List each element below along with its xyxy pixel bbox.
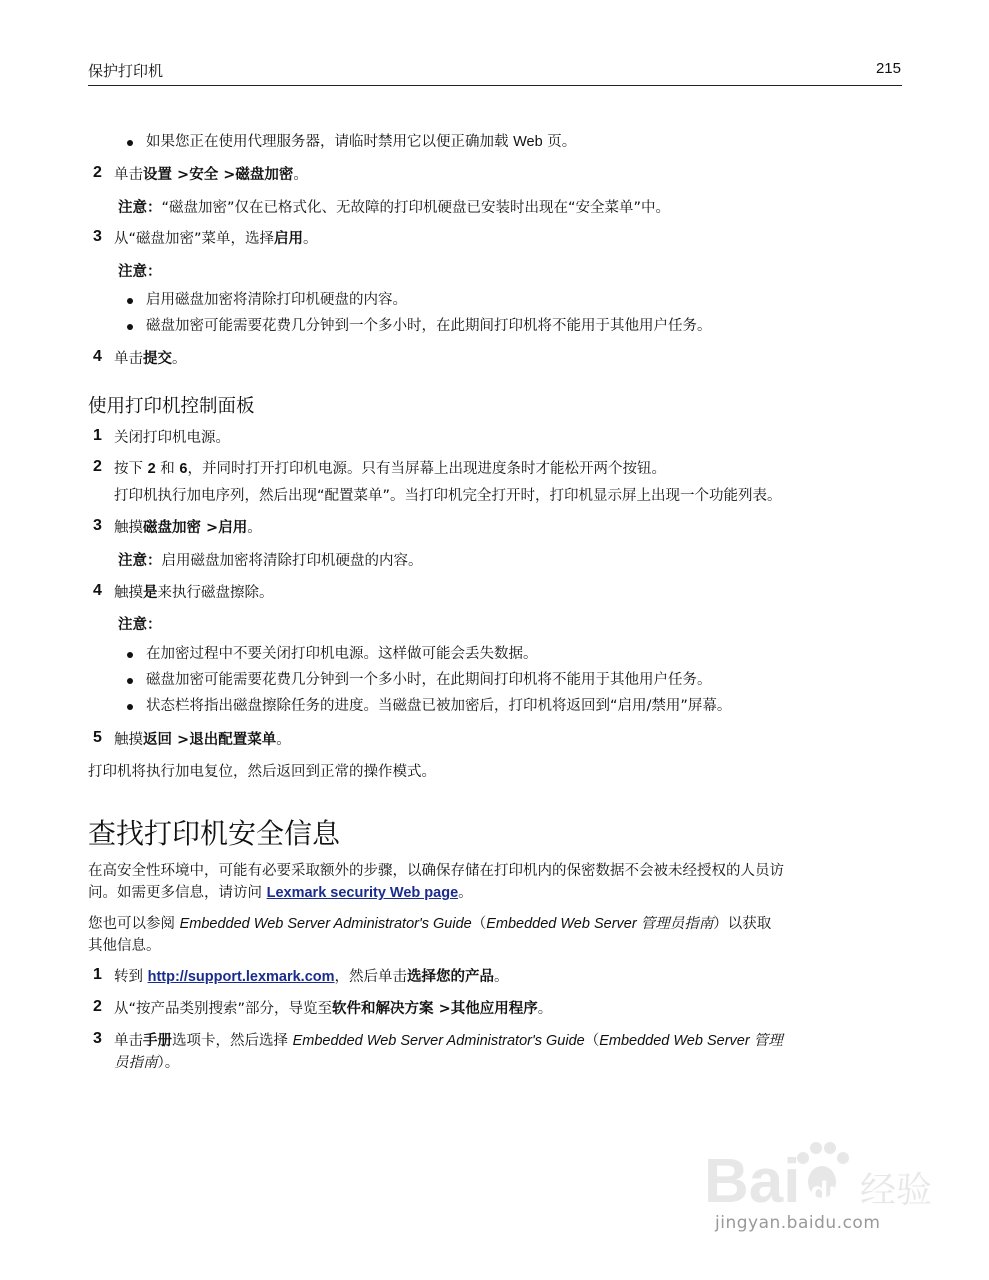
running-header-title: 保护打印机 xyxy=(88,62,164,80)
step-number: 2 xyxy=(93,458,102,475)
paragraph-line: 问。如需更多信息，请访问 Lexmark security Web page。 xyxy=(88,885,473,901)
step-number: 3 xyxy=(93,517,102,534)
bullet-item: 在加密过程中不要关闭打印机电源。这样做可能会丢失数据。 xyxy=(146,646,538,662)
step-number: 2 xyxy=(93,164,102,181)
bullet-item: 状态栏将指出磁盘擦除任务的进度。当磁盘已被加密后，打印机将返回到“启用/禁用”屏幕。 xyxy=(146,698,732,714)
section-heading: 使用打印机控制面板 xyxy=(88,396,255,417)
step-text: 按下 2 和 6，并同时打开打印机电源。只有当屏幕上出现进度条时才能松开两个按钮。 xyxy=(114,461,666,477)
bullet-dot xyxy=(127,704,133,710)
step-number: 5 xyxy=(93,729,102,746)
step-number: 1 xyxy=(93,427,102,444)
svg-text:du: du xyxy=(810,1176,847,1209)
paragraph: 打印机将执行加电复位，然后返回到正常的操作模式。 xyxy=(88,764,436,780)
step-number: 1 xyxy=(93,966,102,983)
step-text: 关闭打印机电源。 xyxy=(114,430,230,446)
step-text: 转到 http://support.lexmark.com，然后单击选择您的产品。 xyxy=(114,969,509,985)
bullet-item: 磁盘加密可能需要花费几分钟到一个多小时，在此期间打印机将不能用于其他用户任务。 xyxy=(146,318,712,334)
note-label: 注意： xyxy=(118,264,162,280)
note: 注意：“磁盘加密”仅在已格式化、无故障的打印机硬盘已安装时出现在“安全菜单”中。 xyxy=(118,200,671,216)
bullet-dot xyxy=(127,678,133,684)
step-number: 4 xyxy=(93,582,102,599)
bullet-dot xyxy=(127,324,133,330)
bullet-dot xyxy=(127,652,133,658)
step-text: 单击提交。 xyxy=(114,351,187,367)
paragraph-line: 在高安全性环境中，可能有必要采取额外的步骤，以确保存储在打印机内的保密数据不会被未经授权的人员访 xyxy=(88,863,784,879)
step-text: 从“磁盘加密”菜单，选择启用。 xyxy=(114,231,318,247)
step-text: 触摸磁盘加密 >启用。 xyxy=(114,520,262,536)
paragraph-line: 其他信息。 xyxy=(88,938,161,954)
watermark-url: jingyan.baidu.com xyxy=(715,1213,881,1233)
step-text: 触摸返回 >退出配置菜单。 xyxy=(114,732,291,748)
step-number: 2 xyxy=(93,998,102,1015)
step-continuation: 打印机执行加电序列，然后出现“配置菜单”。当打印机完全打开时，打印机显示屏上出现一个功能列表。 xyxy=(114,488,782,504)
lexmark-security-link[interactable]: Lexmark security Web page xyxy=(266,885,459,901)
bullet-item: 磁盘加密可能需要花费几分钟到一个多小时，在此期间打印机将不能用于其他用户任务。 xyxy=(146,672,712,688)
step-text: 单击手册选项卡，然后选择 Embedded Web Server Administrator's Guide（Embedded Web Server 管理 xyxy=(114,1033,783,1049)
step-number: 3 xyxy=(93,1030,102,1047)
step-text: 单击设置 >安全 >磁盘加密。 xyxy=(114,167,308,183)
watermark-brand-text: Bai xyxy=(704,1147,801,1216)
step-text: 从“按产品类别搜索”部分，导览至软件和解决方案 >其他应用程序。 xyxy=(114,1001,553,1017)
note: 注意：启用磁盘加密将清除打印机硬盘的内容。 xyxy=(118,553,423,569)
bullet-proxy: 如果您正在使用代理服务器，请临时禁用它以便正确加载 Web 页。 xyxy=(146,134,577,150)
page-number: 215 xyxy=(875,60,901,77)
note-label: 注意： xyxy=(118,617,162,633)
step-text: 触摸是来执行磁盘擦除。 xyxy=(114,585,274,601)
bullet-dot xyxy=(127,140,133,146)
support-link[interactable]: http://support.lexmark.com xyxy=(147,969,335,985)
paragraph-line: 您也可以参阅 Embedded Web Server Administrator's Guide（Embedded Web Server 管理员指南）以获取 xyxy=(88,916,772,932)
bullet-item: 启用磁盘加密将清除打印机硬盘的内容。 xyxy=(146,292,407,308)
step-number: 4 xyxy=(93,348,102,365)
bullet-dot xyxy=(127,298,133,304)
page-section-title: 查找打印机安全信息 xyxy=(88,817,341,850)
svg-text:经验: 经验 xyxy=(860,1170,933,1211)
step-continuation: 员指南）。 xyxy=(114,1055,180,1071)
step-number: 3 xyxy=(93,228,102,245)
header-divider xyxy=(88,85,902,86)
